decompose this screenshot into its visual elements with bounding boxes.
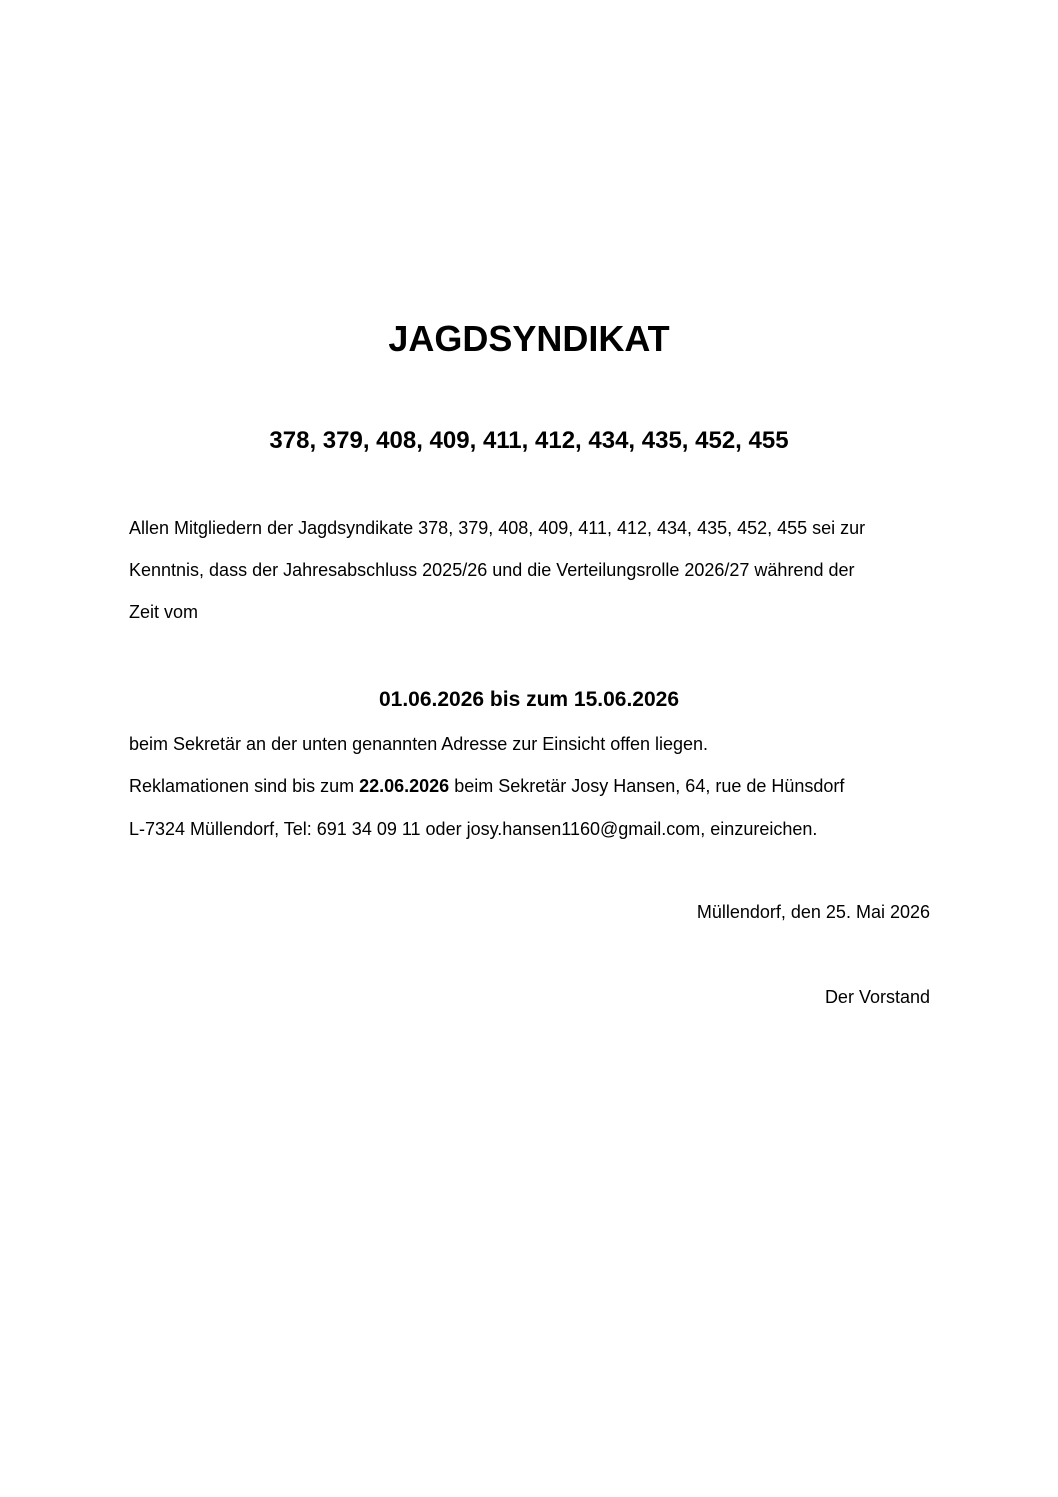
complaints-line-suffix: beim Sekretär Josy Hansen, 64, rue de Hünsdorf <box>449 776 845 796</box>
contact-line: L-7324 Müllendorf, Tel: 691 34 09 11 oder josy.hansen1160@gmail.com, einzureichen. <box>129 819 818 839</box>
intro-line-2: Kenntnis, dass der Jahresabschluss 2025/26 und die Verteilungsrolle 2026/27 während der <box>129 560 855 580</box>
intro-line-3: Zeit vom <box>129 602 199 622</box>
intro-line-1: Allen Mitgliedern der Jagdsyndikate 378, 379, 408, 409, 411, 412, 434, 435, 452, 455 sei zur <box>129 518 866 538</box>
document-title: JAGDSYNDIKAT <box>388 318 670 359</box>
complaints-deadline: 22.06.2026 <box>359 776 450 796</box>
complaints-line <box>129 773 844 799</box>
inspection-location-line: beim Sekretär an der unten genannten Adresse zur Einsicht offen liegen. <box>129 734 709 754</box>
syndicate-numbers: 378, 379, 408, 409, 411, 412, 434, 435, 452, 455 <box>269 427 789 454</box>
inspection-period: 01.06.2026 bis zum 15.06.2026 <box>378 688 680 711</box>
signature: Der Vorstand <box>824 987 930 1007</box>
complaints-line-prefix: Reklamationen sind bis zum <box>129 776 360 796</box>
place-date: Müllendorf, den 25. Mai 2026 <box>696 902 930 922</box>
